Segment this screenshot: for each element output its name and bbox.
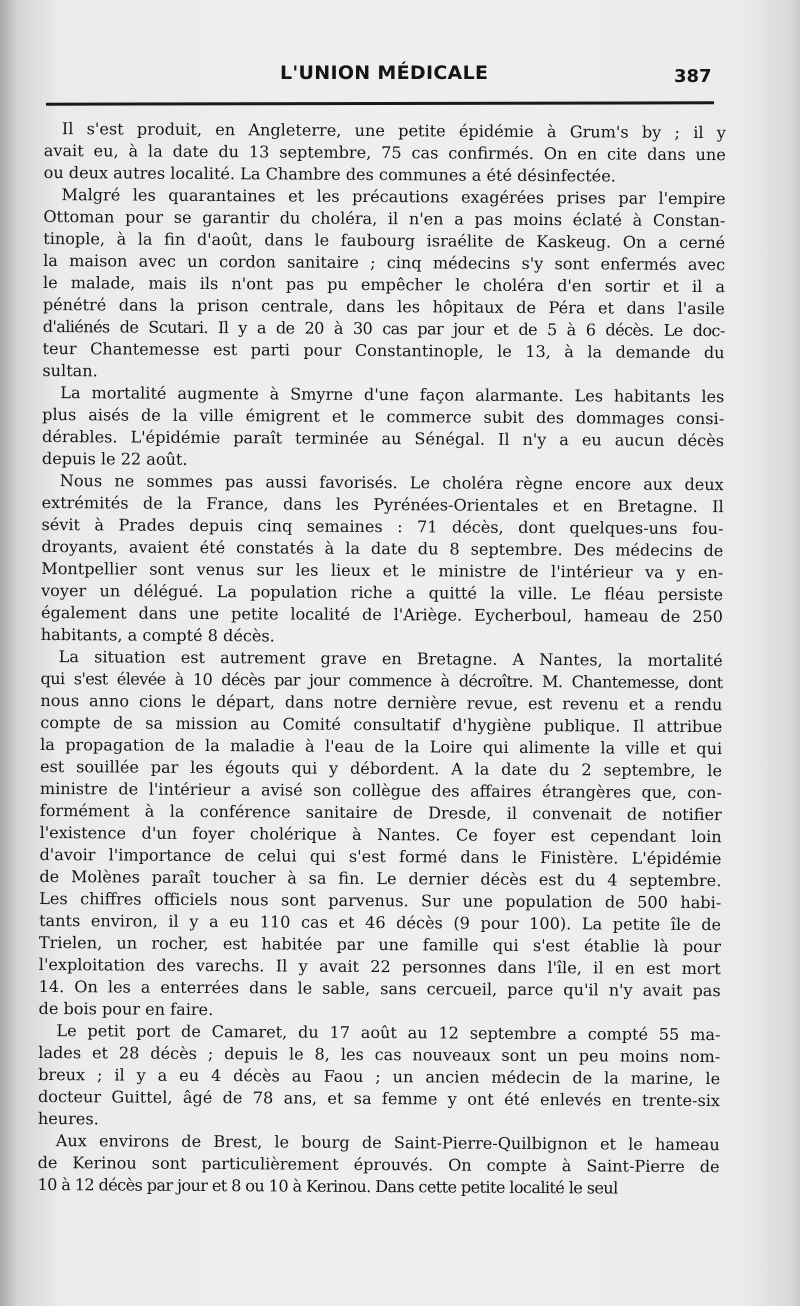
- text-line: tants environ, il y a eu 110 cas et 46 décès (9 pour 100). La petite île de: [39, 910, 722, 935]
- text-line: La situation est autrement grave en Bretagne. A Nantes, la mortalité: [58, 647, 723, 671]
- text-line: d'avoir l'importance de celui qui s'est formé dans le Finistère. L'épidémie: [39, 844, 722, 869]
- text-line: d'aliénés de Scutari. Il y a de 20 à 30 cas par jour et de 5 à 6 décès. Le doc-: [42, 316, 725, 341]
- text-line: sultan.: [42, 360, 98, 381]
- text-line: docteur Guittel, âgé de 78 ans, et sa femme y ont été enlevés en trente-six: [37, 1086, 721, 1111]
- text-line: Trielen, un rocher, est habitée par une famille qui s'est établie là pour: [38, 932, 722, 957]
- paragraph: [42, 382, 725, 474]
- paragraph: [37, 1130, 719, 1200]
- text-line: avait eu, à la date du 13 septembre, 75 cas confirmés. On en cite dans une: [43, 140, 726, 165]
- paragraph: [44, 118, 726, 188]
- text-line: droyants, avaient été constatés à la date du 8 septembre. Des médecins de: [41, 536, 724, 561]
- text-line: ministre de l'intérieur a avisé son collègue des affaires étrangères que, con-: [39, 778, 722, 803]
- text-line: qui s'est élevée à 10 décès par jour commence à décroître. M. Chantemesse, dont: [40, 668, 723, 693]
- text-line: ou deux autres localité. La Chambre des communes a été désinfectée.: [43, 162, 616, 186]
- text-line: 14. On les a enterrées dans le sable, sans cercueil, parce qu'il n'y avait pas: [38, 976, 721, 1001]
- paragraph: [38, 646, 722, 1024]
- text-line: de Kerinou sont particulièrement éprouvés. On compte à Saint-Pierre de: [37, 1152, 720, 1177]
- text-line: l'existence d'un foyer cholérique à Nantes. Ce foyer est cependant loin: [39, 822, 722, 847]
- text-line: également dans une petite localité de l'Ariège. Eycherboul, hameau de 250: [40, 602, 724, 627]
- paragraph: [38, 1020, 721, 1134]
- text-line: depuis le 22 août.: [41, 448, 188, 469]
- text-line: Aux environs de Brest, le bourg de Saint-Pierre-Quilbignon et le hameau: [55, 1131, 720, 1155]
- text-line: la propagation de la maladie à l'eau de la Loire qui alimente la ville et qui: [40, 734, 723, 759]
- text-line: Ottoman pour se garantir du choléra, il n'en a pas moins éclaté à Constan-: [43, 206, 726, 231]
- page-header: [44, 60, 724, 92]
- text-line: voyer un délégué. La population riche a quitté la ville. Le fléau persiste: [41, 580, 724, 605]
- text-line: est souillée par les égouts qui y débordent. A la date du 2 septembre, le: [39, 756, 723, 781]
- text-line: La mortalité augmente à Smyrne d'une façon alarmante. Les habitants les: [60, 383, 725, 407]
- text-line: lades et 28 décès ; depuis le 8, les cas nouveaux sont un peu moins nom-: [38, 1042, 721, 1067]
- text-line: breux ; il y a eu 4 décès au Faou ; un ancien médecin de la marine, le: [38, 1064, 721, 1089]
- text-line: sévit à Prades depuis cinq semaines : 71 décès, dont quelques-uns fou-: [41, 514, 724, 539]
- text-line: extrémités de la France, dans les Pyrénées-Orientales et en Bretagne. Il: [41, 492, 724, 517]
- text-line: Nous ne sommes pas aussi favorisés. Le choléra règne encore aux deux: [59, 471, 724, 495]
- text-line: pénétré dans la prison centrale, dans les hôpitaux de Péra et dans l'asile: [42, 294, 725, 319]
- text-line: habitants, a compté 8 décès.: [40, 624, 275, 646]
- text-line: teur Chantemesse est parti pour Constantinople, le 13, à la demande du: [42, 338, 725, 363]
- text-line: nous anno cions le départ, dans notre dernière revue, est revenu et a rendu: [40, 690, 723, 715]
- text-line: 10 à 12 décès par jour et 8 ou 10 à Kerinou. Dans cette petite localité le seul: [37, 1174, 618, 1198]
- body-text: [37, 118, 726, 1200]
- text-line: heures.: [37, 1108, 99, 1129]
- text-line: Le petit port de Camaret, du 17 août au 12 septembre a compté 55 ma-: [56, 1021, 721, 1045]
- page-number: 387: [674, 66, 712, 87]
- running-title: L'UNION MÉDICALE: [280, 62, 489, 84]
- text-line: plus aisés de la ville émigrent et le commerce subit des dommages consi-: [42, 404, 725, 429]
- paragraph: [41, 470, 724, 650]
- text-line: le malade, mais ils n'ont pas pu empêcher le choléra d'en sortir et il a: [42, 272, 726, 297]
- text-line: Malgré les quarantaines et les précautions exagérées prises par l'empire: [61, 185, 726, 209]
- text-line: Il s'est produit, en Angleterre, une petite épidémie à Grum's by ; il y: [61, 119, 726, 143]
- text-line: de Molènes paraît toucher à sa fin. Le dernier décès est du 4 septembre.: [39, 866, 722, 891]
- text-line: Les chiffres officiels nous sont parvenus. Sur une population de 500 habi-: [39, 888, 722, 913]
- text-line: tinople, à la fin d'août, dans le faubourg israélite de Kaskeug. On a cerné: [43, 228, 726, 253]
- text-line: la maison avec un cordon sanitaire ; cinq médecins s'y sont enfermés avec: [43, 250, 726, 275]
- header-rule: [46, 101, 714, 105]
- text-line: de bois pour en faire.: [38, 998, 214, 1020]
- text-line: Montpellier sont venus sur les lieux et le ministre de l'intérieur va y en-: [41, 558, 724, 583]
- text-line: formément à la conférence sanitaire de Dresde, il convenait de notifier: [39, 800, 722, 825]
- text-line: compte de sa mission au Comité consultatif d'hygiène publique. Il attribue: [40, 712, 723, 737]
- text-line: dérables. L'épidémie paraît terminée au Sénégal. Il n'y a eu aucun décès: [41, 426, 725, 451]
- text-line: l'exploitation des varechs. Il y avait 22 personnes dans l'île, il en est mort: [38, 954, 721, 979]
- paragraph: [42, 184, 725, 386]
